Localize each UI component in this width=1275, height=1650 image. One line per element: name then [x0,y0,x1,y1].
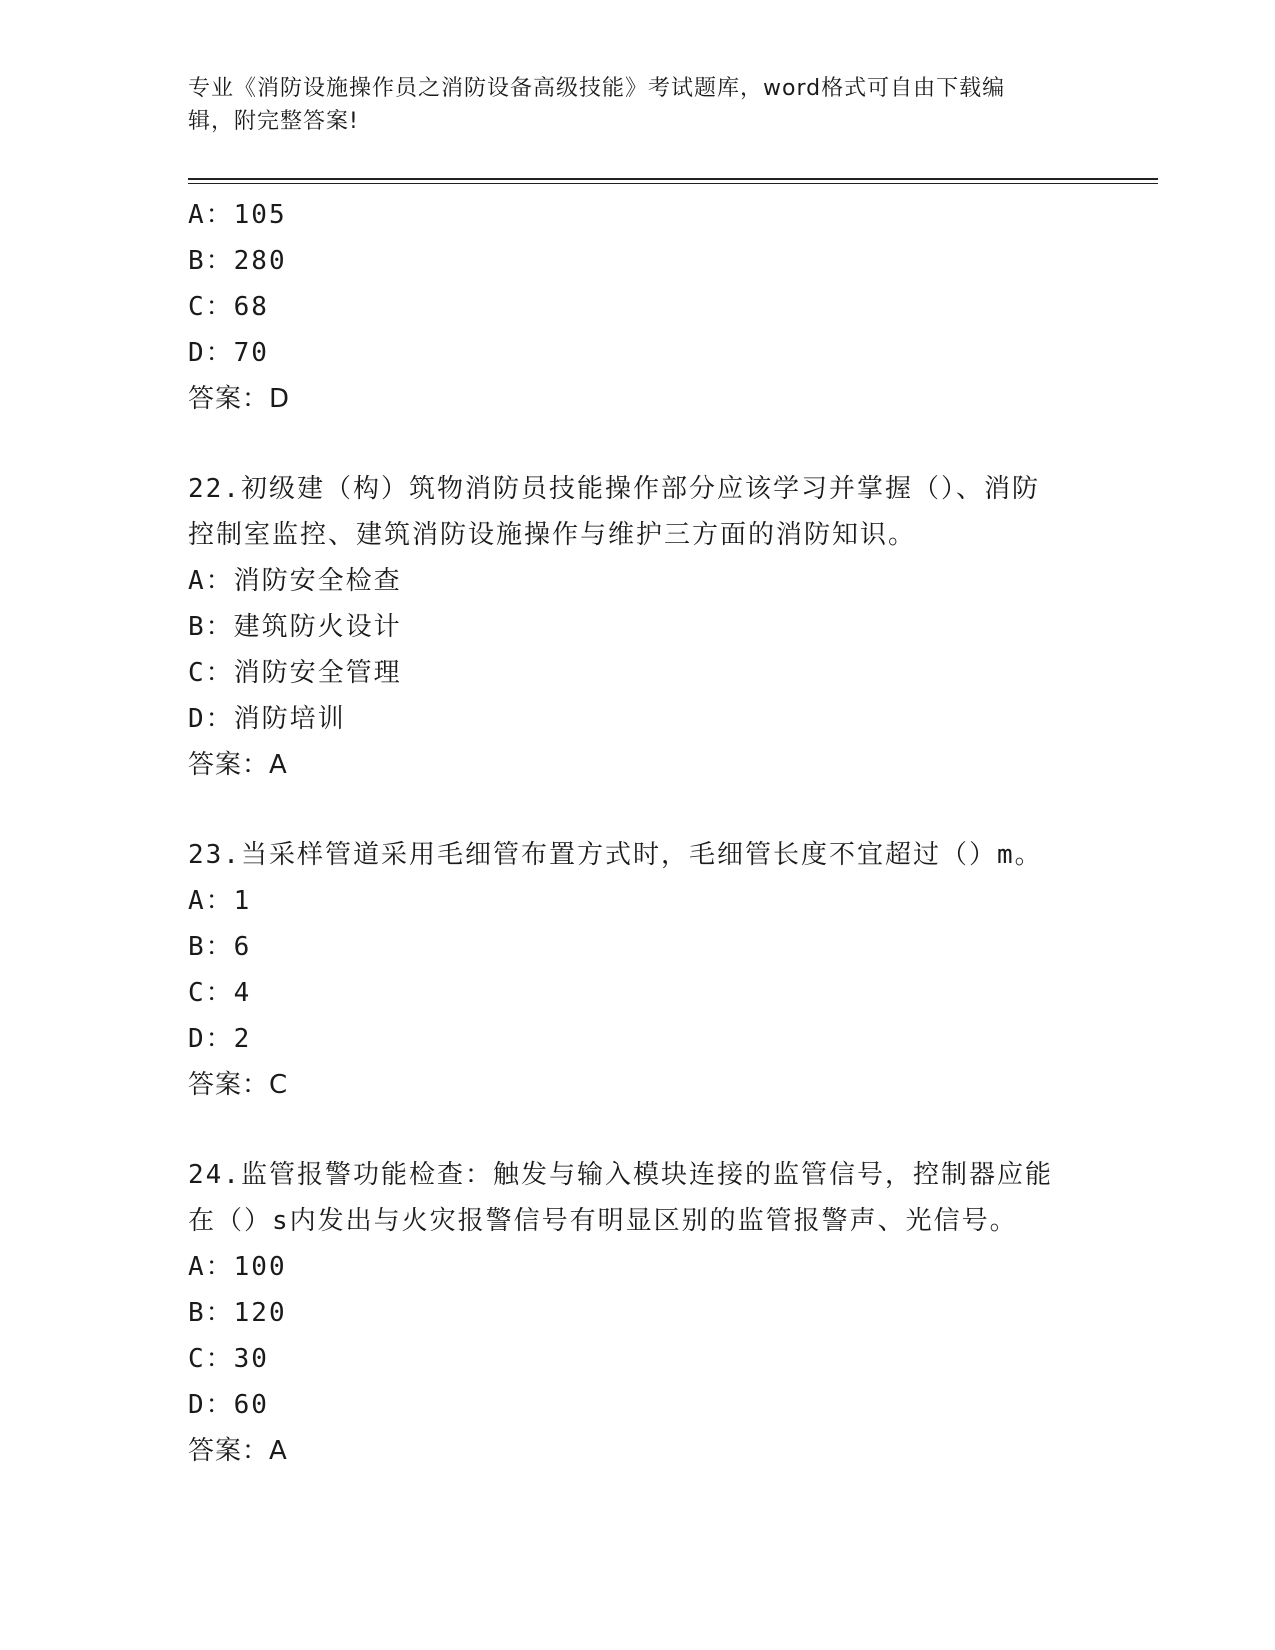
header-line-1: 专业《消防设施操作员之消防设备高级技能》考试题库，word格式可自由下载编 [188,76,1006,101]
option-a: A：100 [188,1252,287,1282]
question-text-line-2: 控制室监控、建筑消防设施操作与维护三方面的消防知识。 [188,520,917,550]
option-c: C：消防安全管理 [188,658,402,688]
header-line-2: 辑，附完整答案! [188,109,359,134]
question-text [188,832,1088,878]
question-21 [188,192,1088,422]
header-divider-thick [188,178,1158,180]
option-d: D：消防培训 [188,704,346,734]
answer: 答案：D [188,384,291,414]
option-d: D：70 [188,338,269,368]
header-divider-thin [188,183,1158,184]
answer: 答案：C [188,1070,289,1100]
question-text-line-1: 23.当采样管道采用毛细管布置方式时，毛细管长度不宜超过（）m。 [188,840,1043,870]
option-b: B：建筑防火设计 [188,612,402,642]
option-b: B：120 [188,1298,287,1328]
option-d: D：60 [188,1390,269,1420]
question-23 [188,832,1088,1108]
question-text-line-2: 在（）s内发出与火灾报警信号有明显区别的监管报警声、光信号。 [188,1206,1018,1236]
option-a: A：105 [188,200,287,230]
option-b: B：280 [188,246,287,276]
option-c: C：30 [188,1344,269,1374]
option-c: C：4 [188,978,252,1008]
option-a: A：消防安全检查 [188,566,402,596]
option-b: B：6 [188,932,252,962]
answer: 答案：A [188,750,288,780]
document-header [188,72,1068,138]
option-d: D：2 [188,1024,252,1054]
option-c: C：68 [188,292,269,322]
answer: 答案：A [188,1436,288,1466]
question-text [188,1152,1088,1244]
question-list [188,192,1088,1474]
option-a: A：1 [188,886,252,916]
question-22 [188,466,1088,788]
question-text-line-1: 24.监管报警功能检查：触发与输入模块连接的监管信号，控制器应能 [188,1160,1053,1190]
question-text [188,466,1088,558]
question-text-line-1: 22.初级建（构）筑物消防员技能操作部分应该学习并掌握（）、消防 [188,474,1040,504]
question-24 [188,1152,1088,1474]
